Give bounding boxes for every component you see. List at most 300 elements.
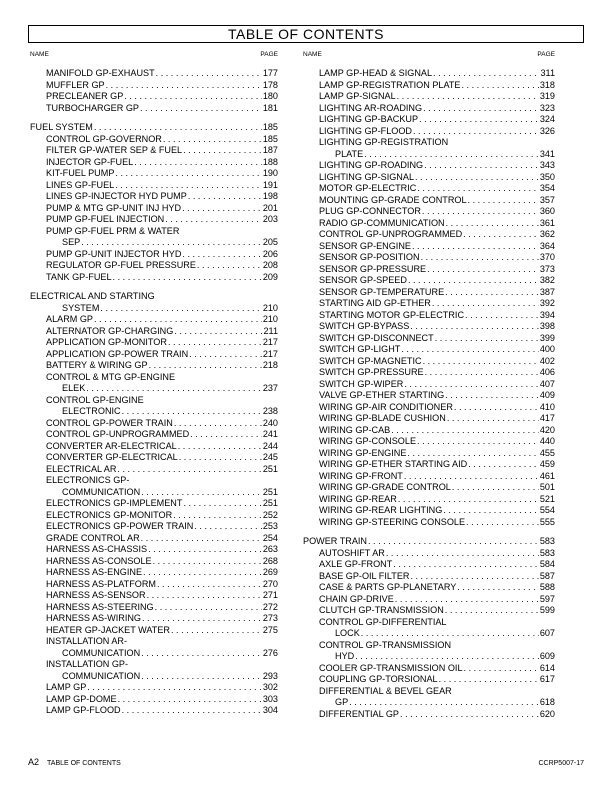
toc-entry-page: 357 [539, 194, 555, 205]
toc-entry-page: 269 [262, 567, 278, 577]
toc-entry [303, 605, 555, 617]
toc-entry-page: 201 [262, 202, 278, 213]
toc-column-right [303, 51, 555, 720]
dot-leader [117, 694, 262, 706]
toc-entry-title: CONVERTER GP-ELECTRICAL [46, 452, 178, 462]
toc-entry [303, 482, 555, 494]
dot-leader [442, 505, 539, 517]
toc-entry-page: 350 [539, 171, 555, 182]
toc-entry-title: PUMP GP-FUEL PRM & WATER [46, 225, 180, 236]
toc-entry [30, 395, 278, 407]
dot-leader [173, 326, 262, 338]
toc-entry [30, 498, 278, 510]
toc-entry [303, 448, 555, 460]
toc-entry-page: 370 [539, 252, 555, 262]
dot-leader [411, 241, 539, 253]
toc-entry [30, 237, 278, 249]
toc-entry-page: 238 [262, 406, 278, 416]
toc-entry-page: 361 [539, 217, 555, 228]
toc-entry [303, 275, 555, 287]
dot-leader [152, 556, 262, 568]
dot-leader [140, 648, 262, 660]
toc-entry-title: WIRING GP-AIR CONDITIONER [319, 401, 453, 412]
toc-entry-page: 620 [539, 708, 555, 719]
dot-leader [155, 68, 262, 80]
toc-entry [30, 203, 278, 215]
toc-entry-title: WIRING GP-REAR [319, 493, 397, 504]
dot-leader [116, 464, 262, 476]
toc-entry-title: STARTING AID GP-ETHER [319, 298, 431, 308]
toc-entry-title: HARNESS AS-CONSOLE [46, 555, 152, 566]
toc-list-left [30, 68, 278, 717]
toc-entry [30, 418, 278, 430]
dot-leader [141, 613, 262, 625]
toc-entry-title: MOTOR GP-ELECTRIC [319, 183, 417, 193]
toc-entry [303, 80, 555, 92]
dot-leader [451, 482, 539, 494]
toc-entry-title: PRECLEANER GP [46, 91, 124, 101]
toc-entry-page: 324 [539, 114, 555, 124]
page-footer [28, 757, 584, 767]
dot-leader [172, 510, 262, 522]
toc-entry-title: LAMP GP-DOME [46, 693, 117, 704]
toc-entry-page: 311 [540, 68, 555, 78]
toc-entry-title: CONTROL GP-GOVERNOR [46, 133, 162, 144]
dot-leader [456, 582, 539, 594]
toc-entry-page: 382 [539, 275, 555, 285]
toc-entry [303, 425, 555, 437]
toc-entry-title: LAMP GP-HEAD & SIGNAL [319, 68, 433, 78]
dot-leader [354, 651, 539, 663]
toc-entry-page: 188 [262, 156, 278, 167]
toc-entry [303, 149, 555, 161]
dot-leader [148, 360, 262, 372]
toc-entry-page: 409 [539, 390, 555, 400]
toc-entry-page: 461 [539, 470, 555, 481]
column-header-page: PAGE [537, 51, 555, 58]
dot-leader [105, 80, 262, 92]
toc-entry [30, 487, 278, 499]
toc-entry [303, 287, 555, 299]
toc-entry-page: 362 [539, 229, 555, 239]
toc-entry-title: ELECTRICAL AR [46, 463, 117, 474]
toc-entry-page: 270 [262, 578, 278, 589]
toc-entry-title: MANIFOLD GP-EXHAUST [46, 68, 155, 78]
toc-entry-page: 268 [262, 555, 278, 566]
toc-entry-title: ALTERNATOR GP-CHARGING [46, 325, 174, 336]
toc-entry [30, 510, 278, 522]
toc-entry-title: HARNESS AS-CHASSIS [46, 544, 148, 554]
toc-entry-page: 341 [539, 148, 555, 159]
toc-entry [30, 533, 278, 545]
toc-entry [30, 671, 278, 683]
toc-entry-title: RADIO GP-COMMUNICATION [319, 217, 445, 228]
toc-entry-title: HARNESS AS-SENSOR [46, 590, 146, 600]
toc-entry-page: 191 [262, 179, 278, 190]
toc-entry-title: LIGHTING GP-BACKUP [319, 114, 419, 124]
toc-entry-title: SENSOR GP-PRESSURE [319, 263, 427, 274]
toc-entry-page: 399 [539, 332, 555, 343]
toc-entry-title: LIGHTING GP-SIGNAL [319, 171, 414, 182]
dot-leader [182, 145, 262, 157]
toc-entry [30, 406, 278, 418]
dot-leader [86, 682, 262, 694]
toc-entry [303, 321, 555, 333]
toc-entry-title: CONTROL GP-UNPROGRAMMED [46, 429, 190, 439]
toc-entry [30, 705, 278, 717]
toc-entry-page: 459 [539, 459, 555, 469]
toc-entry [30, 91, 278, 103]
toc-entry-title: DIFFERENTIAL & BEVEL GEAR [319, 685, 452, 696]
toc-entry-page: 440 [539, 436, 555, 446]
toc-entry [303, 536, 555, 548]
toc-entry [30, 544, 278, 556]
toc-entry-title: LINES GP-INJECTOR HYD PUMP [46, 191, 187, 201]
toc-entry [30, 659, 278, 671]
toc-entry-page: 218 [262, 360, 278, 370]
toc-entry-title: CHAIN GP-DRIVE [319, 593, 394, 604]
toc-entry-page: 373 [539, 263, 555, 274]
toc-entry [303, 594, 555, 606]
toc-entry-title: HARNESS AS-ENGINE [46, 567, 143, 577]
toc-entry-page: 343 [539, 160, 555, 170]
toc-entry [30, 602, 278, 614]
toc-entry-title: LIGHTING AR-ROADING [319, 102, 423, 113]
toc-entry [303, 697, 555, 709]
toc-entry [303, 137, 555, 149]
toc-entry-title: HARNESS AS-WIRING [46, 613, 141, 623]
toc-entry-page: 254 [262, 532, 278, 543]
dot-leader [173, 418, 262, 430]
toc-entry-title: CONTROL GP-ENGINE [46, 394, 144, 405]
toc-entry [303, 617, 555, 629]
toc-entry-title: WIRING GP-BLADE CUSHION [319, 413, 446, 423]
footer-section-title: TABLE OF CONTENTS [47, 760, 121, 767]
dot-leader [461, 80, 540, 92]
dot-leader [80, 237, 262, 249]
toc-entry [30, 214, 278, 226]
dot-leader [154, 602, 262, 614]
toc-entry [303, 559, 555, 571]
toc-entry [30, 521, 278, 533]
toc-entry-page: 237 [262, 383, 278, 393]
column-header-page: PAGE [260, 51, 278, 58]
toc-entry-page: 406 [539, 367, 555, 377]
dot-leader [409, 571, 539, 583]
toc-entry-title: ALARM GP [46, 314, 93, 324]
toc-entry-page: 190 [262, 168, 278, 178]
toc-entry-title: HEATER GP-JACKET WATER [46, 624, 170, 635]
toc-entry-page: 272 [262, 601, 278, 612]
toc-entry-page: 420 [539, 424, 555, 435]
dot-leader [360, 628, 539, 640]
toc-entry-title: ELECTRONICS GP-IMPLEMENT [46, 498, 183, 508]
toc-entry-title: ELECTRONICS GP- [46, 475, 130, 485]
toc-entry-page: 253 [262, 521, 278, 531]
dot-leader [147, 544, 262, 556]
dot-leader [396, 91, 539, 103]
toc-entry [303, 367, 555, 379]
toc-entry-page: 410 [539, 401, 555, 412]
dot-leader [434, 333, 539, 345]
toc-entry [30, 590, 278, 602]
dot-leader [445, 218, 539, 230]
toc-entry-title: KIT-FUEL PUMP [46, 168, 115, 178]
toc-entry-title: WIRING GP-GRADE CONTROL [319, 482, 451, 492]
toc-entry-page: 209 [262, 271, 278, 282]
dot-leader [189, 429, 262, 441]
toc-entry-page: 203 [262, 214, 278, 224]
dot-leader [407, 275, 539, 287]
toc-entry [30, 613, 278, 625]
toc-entry [303, 206, 555, 218]
dot-leader [178, 452, 262, 464]
toc-entry-page: 273 [262, 613, 278, 623]
dot-leader [397, 494, 539, 506]
toc-entry-page: 607 [539, 628, 555, 638]
toc-entry [30, 249, 278, 261]
dot-leader [390, 425, 539, 437]
toc-entry-title: SWITCH GP-LIGHT [319, 344, 401, 354]
dot-leader [392, 559, 539, 571]
toc-entry-title: COUPLING GP-TORSIONAL [319, 674, 438, 684]
toc-entry-page: 211 [263, 325, 278, 336]
toc-entry [303, 91, 555, 103]
dot-leader [348, 697, 539, 709]
toc-entry [303, 379, 555, 391]
toc-entry-page: 181 [262, 102, 278, 113]
toc-list-right [303, 68, 555, 720]
toc-entry [303, 114, 555, 126]
dot-leader [140, 671, 262, 683]
toc-entry-page: 276 [262, 647, 278, 658]
toc-entry-page: 205 [262, 237, 278, 247]
dot-leader [139, 103, 262, 115]
toc-entry [303, 344, 555, 356]
toc-entry-page: 180 [262, 91, 278, 101]
dot-leader [187, 191, 262, 203]
toc-entry-title: COOLER GP-TRANSMISSION OIL [319, 662, 463, 673]
toc-entry [30, 168, 278, 180]
toc-entry-page: 455 [539, 447, 555, 458]
dot-leader [121, 406, 262, 418]
toc-entry-title: LOCK [335, 628, 360, 638]
toc-entry [303, 333, 555, 345]
toc-entry-page: 251 [262, 498, 278, 508]
dot-leader [416, 183, 539, 195]
dot-leader [167, 337, 262, 349]
toc-entry [30, 134, 278, 146]
toc-entry-title: COMMUNICATION [62, 647, 141, 658]
toc-entry-title: LIGHTING GP-REGISTRATION [319, 137, 449, 147]
toc-entry-page: 206 [262, 248, 278, 259]
toc-entry-title: CONTROL GP-POWER TRAIN [46, 417, 173, 428]
toc-entry [303, 628, 555, 640]
dot-leader [99, 303, 262, 315]
dot-leader [406, 448, 539, 460]
toc-entry-page: 251 [262, 463, 278, 474]
toc-entry-title: DIFFERENTIAL GP [319, 708, 400, 719]
toc-entry-title: WIRING GP-STEERING CONSOLE [319, 516, 466, 527]
toc-entry-title: LAMP GP-REGISTRATION PLATE [319, 79, 461, 90]
dot-leader [182, 498, 262, 510]
dot-leader [420, 252, 539, 264]
toc-entry-page: 387 [539, 286, 555, 297]
toc-entry [30, 360, 278, 372]
toc-entry [303, 390, 555, 402]
toc-entry-page: 217 [262, 337, 278, 347]
toc-entry-page: 326 [539, 125, 555, 136]
toc-entry-title: REGULATOR GP-FUEL PRESSURE [46, 260, 196, 270]
toc-entry [30, 429, 278, 441]
toc-entry-page: 185 [262, 122, 278, 132]
toc-entry-title: CLUTCH GP-TRANSMISSION [319, 605, 444, 615]
dot-leader [394, 594, 539, 606]
toc-entry-page: 210 [262, 314, 278, 324]
dot-leader [170, 625, 262, 637]
toc-entry [303, 298, 555, 310]
toc-entry-title: ELECTRICAL AND STARTING [30, 291, 155, 301]
dot-leader [422, 103, 539, 115]
toc-entry-title: WIRING GP-FRONT [319, 470, 403, 481]
toc-entry [30, 475, 278, 487]
toc-entry-title: CONTROL GP-UNPROGRAMMED [319, 229, 463, 239]
toc-entry [303, 413, 555, 425]
column-header-name: NAME [30, 51, 49, 58]
dot-leader [162, 134, 262, 146]
toc-entry [30, 291, 278, 303]
toc-entry [30, 567, 278, 579]
dot-leader [140, 487, 262, 499]
toc-entry-title: WIRING GP-CONSOLE [319, 436, 417, 446]
toc-entry-page: 609 [539, 651, 555, 661]
toc-entry-title: AUTOSHIFT AR [319, 547, 385, 558]
toc-entry-page: 217 [262, 348, 278, 359]
dot-leader [421, 206, 539, 218]
dot-leader [112, 272, 262, 284]
toc-entry-title: SENSOR GP-TEMPERATURE [319, 286, 445, 297]
dot-leader [403, 471, 539, 483]
toc-entry-page: 587 [539, 570, 555, 581]
toc-entry-page: 392 [539, 298, 555, 308]
toc-entry-title: SWITCH GP-PRESSURE [319, 367, 424, 377]
page-title-text: TABLE OF CONTENTS [227, 26, 385, 42]
toc-entry-page: 293 [262, 670, 278, 681]
toc-entry-page: 263 [262, 544, 278, 554]
toc-entry [303, 494, 555, 506]
toc-entry-title: TURBOCHARGER GP [46, 102, 139, 113]
toc-entry [303, 252, 555, 264]
toc-entry-page: 583 [539, 536, 555, 546]
dot-leader [121, 705, 262, 717]
toc-entry-page: 521 [539, 493, 555, 504]
toc-entry-page: 244 [262, 440, 278, 451]
toc-entry [30, 579, 278, 591]
toc-entry-page: 597 [539, 593, 555, 604]
toc-entry [30, 303, 278, 315]
toc-entry-title: LAMP GP-FLOOD [46, 705, 121, 715]
toc-entry-title: BATTERY & WIRING GP [46, 360, 148, 370]
toc-entry [30, 441, 278, 453]
toc-entry-title: AXLE GP-FRONT [319, 559, 393, 569]
column-header-left [30, 51, 278, 68]
dot-leader [164, 214, 262, 226]
toc-entry [303, 160, 555, 172]
toc-entry-page: 252 [262, 509, 278, 520]
toc-entry [303, 402, 555, 414]
toc-entry-page: 177 [262, 68, 278, 78]
toc-entry [303, 436, 555, 448]
toc-entry [303, 126, 555, 138]
toc-entry [303, 505, 555, 517]
dot-leader [423, 160, 539, 172]
toc-entry [303, 68, 555, 80]
toc-entry [303, 356, 555, 368]
dot-leader [431, 298, 539, 310]
dot-leader [444, 605, 539, 617]
toc-entry-title: SENSOR GP-POSITION [319, 252, 420, 262]
toc-entry [303, 686, 555, 698]
dot-leader [385, 548, 539, 560]
toc-entry-title: CONTROL GP-TRANSMISSION [319, 639, 452, 650]
dot-leader [399, 709, 539, 721]
toc-entry-page: 245 [262, 452, 278, 462]
toc-entry-page: 400 [539, 344, 555, 354]
toc-entry [303, 229, 555, 241]
column-header-right [303, 51, 555, 68]
dot-leader [367, 536, 539, 548]
dot-leader [85, 383, 262, 395]
dot-leader [400, 344, 539, 356]
toc-entry [303, 264, 555, 276]
toc-entry [303, 651, 555, 663]
toc-entry-title: HYD [335, 651, 355, 661]
toc-entry [303, 241, 555, 253]
dot-leader [93, 122, 262, 134]
dot-leader [403, 379, 539, 391]
toc-entry-title: PLUG GP-CONNECTOR [319, 206, 421, 216]
dot-leader [426, 264, 539, 276]
toc-entry [303, 517, 555, 529]
toc-entry-title: WIRING GP-ETHER STARTING AID [319, 459, 468, 469]
toc-entry [30, 383, 278, 395]
toc-entry-title: SWITCH GP-WIPER [319, 378, 404, 389]
toc-entry [303, 471, 555, 483]
dot-leader [438, 674, 539, 686]
dot-leader [422, 356, 539, 368]
toc-entry-page: 407 [539, 378, 555, 389]
dot-leader [465, 517, 539, 529]
toc-entry-title: APPLICATION GP-POWER TRAIN [46, 348, 189, 359]
toc-entry [303, 195, 555, 207]
dot-leader [462, 229, 539, 241]
dot-leader [114, 168, 262, 180]
toc-entry [303, 310, 555, 322]
dot-leader [363, 149, 539, 161]
toc-entry-page: 417 [539, 413, 555, 423]
toc-entry-title: LIGHTING GP-FLOOD [319, 125, 412, 136]
toc-entry-title: PLATE [335, 148, 364, 159]
toc-entry [303, 640, 555, 652]
toc-entry-title: CONVERTER AR-ELECTRICAL [46, 440, 177, 451]
toc-entry-page: 618 [539, 697, 555, 707]
toc-entry-title: ELECTRONIC [62, 406, 121, 416]
toc-entry-page: 251 [262, 486, 278, 497]
toc-entry-title: LAMP GP-SIGNAL [319, 91, 396, 101]
toc-entry [30, 103, 278, 115]
toc-entry-page: 302 [262, 682, 278, 692]
toc-entry-title: SWITCH GP-BYPASS [319, 321, 410, 331]
